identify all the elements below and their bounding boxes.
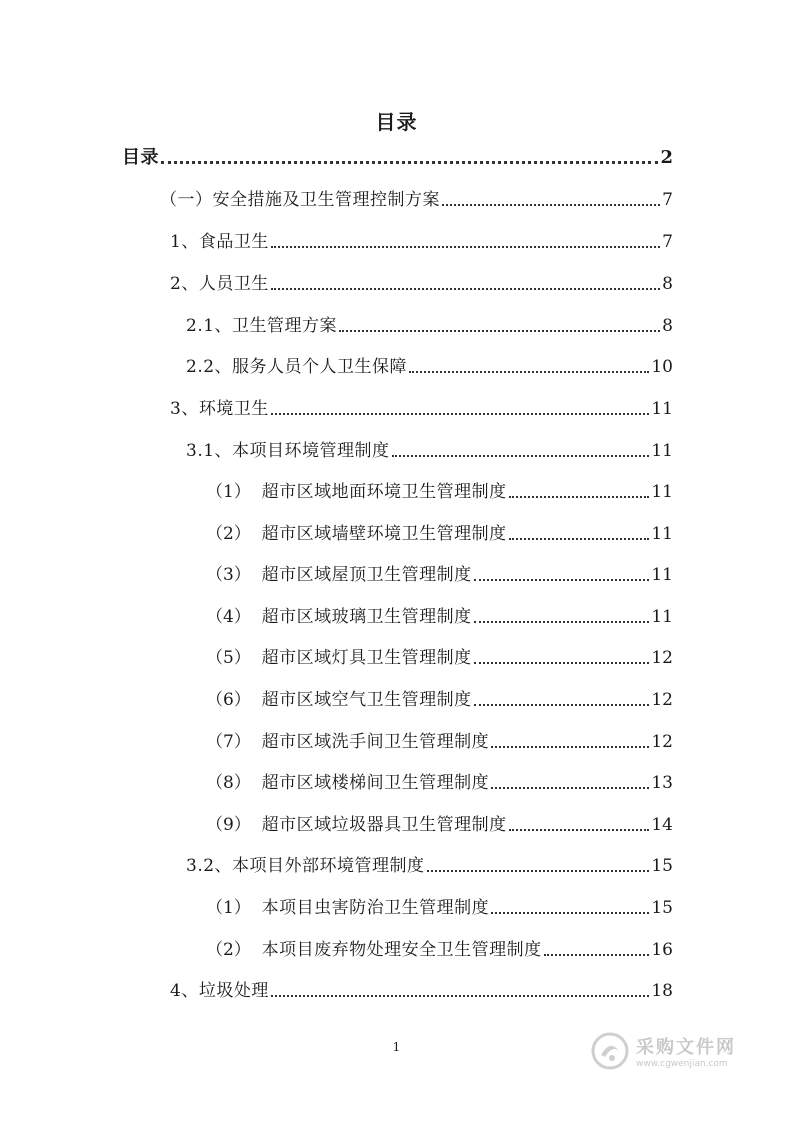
toc-entry-page: 13 (651, 773, 673, 793)
toc-entry[interactable] (206, 768, 673, 794)
toc-entry-page: 11 (651, 441, 673, 461)
toc-entry[interactable] (186, 851, 673, 877)
toc-leader-dots (339, 330, 660, 332)
watermark (590, 1026, 750, 1076)
toc-leader-dots (442, 204, 660, 206)
toc-entry-title: 目录 (122, 147, 159, 168)
toc-entry-title: 3.2、本项目外部环境管理制度 (186, 856, 425, 876)
toc-entry[interactable] (170, 227, 673, 253)
toc-entry-title: 4、垃圾处理 (170, 981, 269, 1001)
toc-entry[interactable] (206, 602, 673, 628)
toc-leader-dots (491, 746, 649, 748)
toc-entry-page: 11 (651, 607, 673, 627)
toc-leader-dots (491, 787, 649, 789)
toc-entry[interactable] (170, 976, 673, 1002)
toc-entry-page: 15 (651, 856, 673, 876)
toc-entry-page: 8 (662, 316, 673, 336)
toc-entry-title: 超市区域垃圾器具卫生管理制度 (261, 815, 507, 835)
toc-leader-dots (271, 995, 650, 997)
toc-entry-page: 18 (651, 981, 673, 1001)
page-number: 1 (392, 1040, 401, 1054)
toc-leader-dots (474, 621, 650, 623)
toc-entry-title: 超市区域灯具卫生管理制度 (261, 648, 472, 668)
toc-entry-number: （9） (206, 815, 262, 835)
toc-entry[interactable] (206, 477, 673, 503)
toc-entry-title: 超市区域楼梯间卫生管理制度 (261, 773, 490, 793)
toc-entry-number: （8） (206, 773, 262, 793)
toc-entry-title: 3.1、本项目环境管理制度 (186, 441, 390, 461)
toc-entry-title: 2、人员卫生 (170, 274, 269, 294)
toc-leader-dots (509, 538, 650, 540)
toc-leader-dots (474, 579, 650, 581)
toc-leader-dots (544, 954, 650, 956)
watermark-text (636, 1033, 736, 1069)
toc-entry[interactable] (186, 311, 673, 337)
toc-entry-number: （7） (206, 732, 262, 752)
watermark-url: www.cgwenjian.com (636, 1059, 728, 1069)
toc-entry-page: 11 (651, 482, 673, 502)
toc-entry-number: （1） (206, 482, 262, 502)
toc-entry-title: 超市区域洗手间卫生管理制度 (261, 732, 490, 752)
toc-leader-dots (427, 870, 650, 872)
toc-leader-dots (271, 246, 660, 248)
toc-entry-title: 2.1、卫生管理方案 (186, 316, 338, 336)
toc-entry-title: 1、食品卫生 (170, 232, 269, 252)
toc-entry-page: 12 (651, 732, 673, 752)
toc-entry-number: （2） (206, 940, 262, 960)
toc-entry-title: 本项目废弃物处理安全卫生管理制度 (261, 940, 542, 960)
toc-entry-page: 12 (651, 648, 673, 668)
toc-entry-page: 11 (651, 565, 673, 585)
toc-entry-page: 2 (660, 147, 673, 168)
toc-entry-number: （3） (206, 565, 262, 585)
toc-entry-title: （一）安全措施及卫生管理控制方案 (160, 190, 440, 210)
toc-entry-page: 11 (651, 399, 673, 419)
toc-entry-title: 2.2、服务人员个人卫生保障 (186, 357, 408, 377)
toc-entry[interactable] (186, 436, 673, 462)
toc-entry-page: 7 (662, 190, 673, 210)
toc-entry-title: 超市区域空气卫生管理制度 (261, 690, 472, 710)
toc-entry-number: （6） (206, 690, 262, 710)
toc-entry-page: 10 (651, 357, 673, 377)
toc-entry[interactable] (206, 643, 673, 669)
toc-entry-title: 本项目虫害防治卫生管理制度 (261, 898, 490, 918)
toc-leader-dots (509, 496, 650, 498)
toc-entry[interactable] (206, 685, 673, 711)
toc-entry[interactable] (206, 727, 673, 753)
toc-leader-dots (271, 288, 660, 290)
toc-entry-page: 12 (651, 690, 673, 710)
toc-entry[interactable] (170, 394, 673, 420)
toc-entry-number: （2） (206, 524, 262, 544)
toc-entry[interactable] (170, 269, 673, 295)
toc-entry-title: 超市区域玻璃卫生管理制度 (261, 607, 472, 627)
toc-leader-dots (161, 161, 658, 164)
toc-entry-page: 15 (651, 898, 673, 918)
toc-leader-dots (509, 829, 650, 831)
toc-entry-title: 超市区域墙壁环境卫生管理制度 (261, 524, 507, 544)
cgwenjian-logo-icon (590, 1031, 630, 1071)
toc-entry[interactable] (122, 143, 673, 169)
toc-entry-page: 11 (651, 524, 673, 544)
toc-entry[interactable] (206, 810, 673, 836)
toc-entry[interactable] (206, 560, 673, 586)
page-title: 目录 (375, 110, 418, 134)
toc-leader-dots (392, 455, 650, 457)
toc-entry-page: 8 (662, 274, 673, 294)
toc-entry[interactable] (206, 935, 673, 961)
toc-entry[interactable] (160, 185, 673, 211)
toc-entry-number: （1） (206, 898, 262, 918)
toc-entry-page: 14 (651, 815, 673, 835)
toc-entry-page: 16 (651, 940, 673, 960)
toc-entry-number: （5） (206, 648, 262, 668)
toc-leader-dots (474, 662, 650, 664)
toc-leader-dots (491, 912, 649, 914)
toc-entry[interactable] (186, 352, 673, 378)
toc-entry[interactable] (206, 519, 673, 545)
toc-entry-title: 超市区域屋顶卫生管理制度 (261, 565, 472, 585)
toc-entry-page: 7 (662, 232, 673, 252)
toc-entry-title: 3、环境卫生 (170, 399, 269, 419)
toc-leader-dots (474, 704, 650, 706)
toc-entry[interactable] (206, 893, 673, 919)
watermark-name: 采购文件网 (636, 1037, 736, 1058)
toc-entry-title: 超市区域地面环境卫生管理制度 (261, 482, 507, 502)
toc-entry-number: （4） (206, 607, 262, 627)
toc-leader-dots (409, 371, 649, 373)
toc-leader-dots (271, 413, 650, 415)
